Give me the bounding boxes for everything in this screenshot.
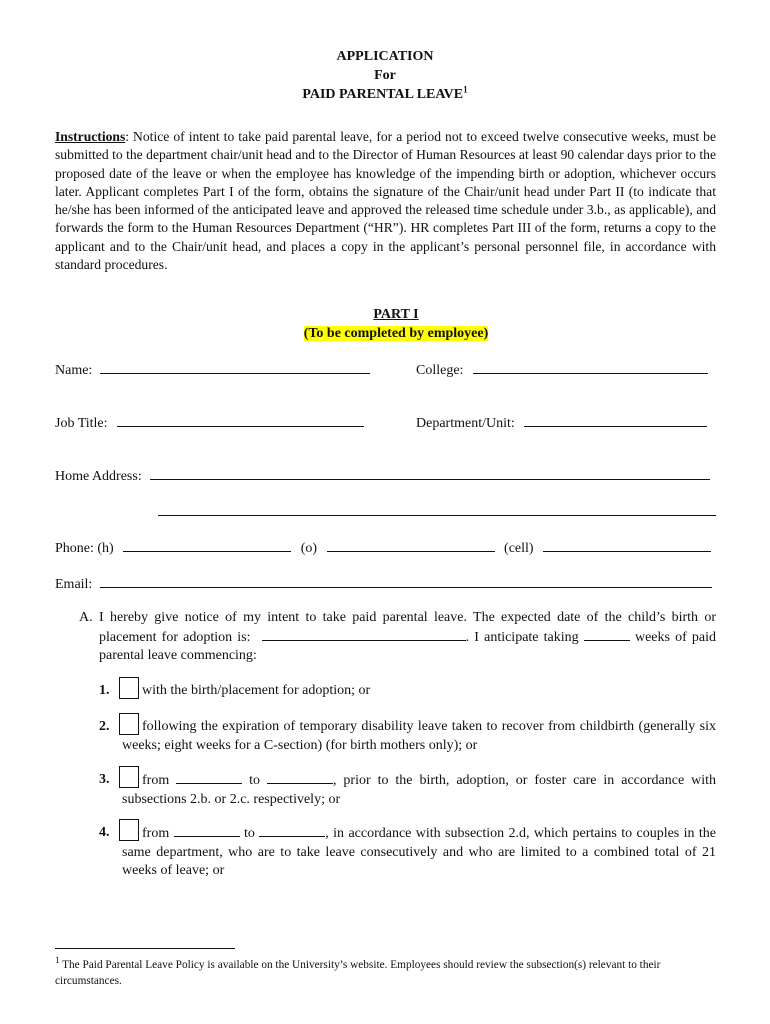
option-2	[99, 718, 716, 755]
title-for: For	[374, 68, 396, 83]
home-address-field-line1[interactable]	[150, 467, 710, 480]
name-field[interactable]	[100, 361, 370, 374]
option-1-checkbox[interactable]	[119, 677, 139, 699]
college-field[interactable]	[473, 361, 708, 374]
department-row	[416, 414, 707, 433]
title-application: APPLICATION	[336, 49, 434, 64]
email-label: Email:	[55, 577, 93, 592]
option-2-text: following the expiration of temporary disability leave taken to recover from childbirth (generally six weeks; eight weeks for a C-section) (for birth mothers only); or	[122, 719, 716, 753]
home-address-row	[55, 467, 710, 486]
option-4-to-field[interactable]	[259, 824, 325, 837]
weeks-field[interactable]	[584, 628, 630, 641]
job-title-label: Job Title:	[55, 416, 108, 431]
option-3-checkbox[interactable]	[119, 766, 139, 788]
footnote-number: 1	[55, 955, 60, 966]
option-3-text: from to , prior to the birth, adoption, or foster care in accordance with subsections 2.b. or 2.c. respectively; or	[122, 773, 717, 807]
email-field[interactable]	[100, 575, 712, 588]
option-4	[99, 824, 716, 881]
phone-row	[55, 539, 711, 558]
phone-office-field[interactable]	[327, 539, 495, 552]
section-a	[79, 609, 716, 666]
option-1-text: with the birth/placement for adoption; or	[142, 683, 371, 698]
option-3-to-field[interactable]	[267, 771, 333, 784]
expected-date-field[interactable]	[262, 628, 466, 641]
college-label: College:	[416, 363, 464, 378]
footnote	[55, 957, 716, 989]
section-a-text: I hereby give notice of my intent to take paid parental leave. The expected date of the child’s birth or placement for adoption is: . I anticipate taking weeks of paid parental leave commencing:	[99, 610, 717, 663]
phone-home-field[interactable]	[123, 539, 291, 552]
footnote-reference: 1	[463, 84, 468, 95]
option-1	[99, 682, 716, 701]
option-1-number: 1.	[99, 683, 110, 698]
part1-subtitle-highlight: (To be completed by employee)	[303, 326, 489, 341]
instructions-paragraph	[55, 128, 716, 274]
department-label: Department/Unit:	[416, 416, 515, 431]
option-3-number: 3.	[99, 772, 110, 787]
option-2-checkbox[interactable]	[119, 713, 139, 735]
option-3	[99, 771, 716, 809]
option-4-from-field[interactable]	[174, 824, 240, 837]
phone-office-label: (o)	[300, 541, 318, 556]
footnote-text: The Paid Parental Leave Policy is available on the University’s website. Employees should review the subsection(s) relevant to their circumstances.	[55, 959, 661, 987]
home-address-row-2	[158, 503, 716, 522]
footnote-divider	[55, 948, 235, 949]
department-field[interactable]	[524, 414, 707, 427]
option-3-from-field[interactable]	[176, 771, 242, 784]
part1-subtitle	[0, 324, 770, 343]
option-2-number: 2.	[99, 719, 110, 734]
option-4-checkbox[interactable]	[119, 819, 139, 841]
section-a-label: A.	[79, 610, 93, 625]
email-row	[55, 575, 712, 594]
option-4-text: from to , in accordance with subsection 2.d, which pertains to couples in the same department, who are to take leave consecutively and who are limited to a combined total of 21 weeks of leave; or	[122, 826, 717, 878]
college-row	[416, 361, 708, 380]
home-address-label: Home Address:	[55, 469, 142, 484]
instructions-text: : Notice of intent to take paid parental leave, for a period not to exceed twelve consecutive weeks, must be submitted to the department chair/unit head and to the Director of Human Resources at least 90 calendar days prior to the proposed date of the leave or when the employee has knowledge of the impending birth or adoption, whichever occurs later. Applicant completes Part I of the form, obtains the signature of the Chair/unit head under Part II (to indicate that he/she has been informed of the anticipated leave and approved the released time schedule under 3.b., as applicable), and forwards the form to the Human Resources Department (“HR”). HR completes Part III of the form, returns a copy to the applicant and to the Chair/unit head, and places a copy in the applicant’s personal personnel file, in accordance with standard procedures.	[55, 129, 716, 273]
part1-title: PART I	[373, 307, 419, 322]
instructions-label: Instructions	[55, 129, 126, 144]
name-label: Name:	[55, 363, 93, 378]
option-4-number: 4.	[99, 825, 110, 840]
title-paid-parental-leave: PAID PARENTAL LEAVE$^1$	[302, 84, 468, 102]
home-address-field-line2[interactable]	[158, 503, 716, 516]
phone-cell-field[interactable]	[543, 539, 711, 552]
job-title-field[interactable]	[117, 414, 364, 427]
name-row	[55, 361, 370, 380]
job-title-row	[55, 414, 364, 433]
phone-cell-label: (cell)	[504, 541, 534, 556]
phone-home-label: Phone: (h)	[55, 541, 114, 556]
